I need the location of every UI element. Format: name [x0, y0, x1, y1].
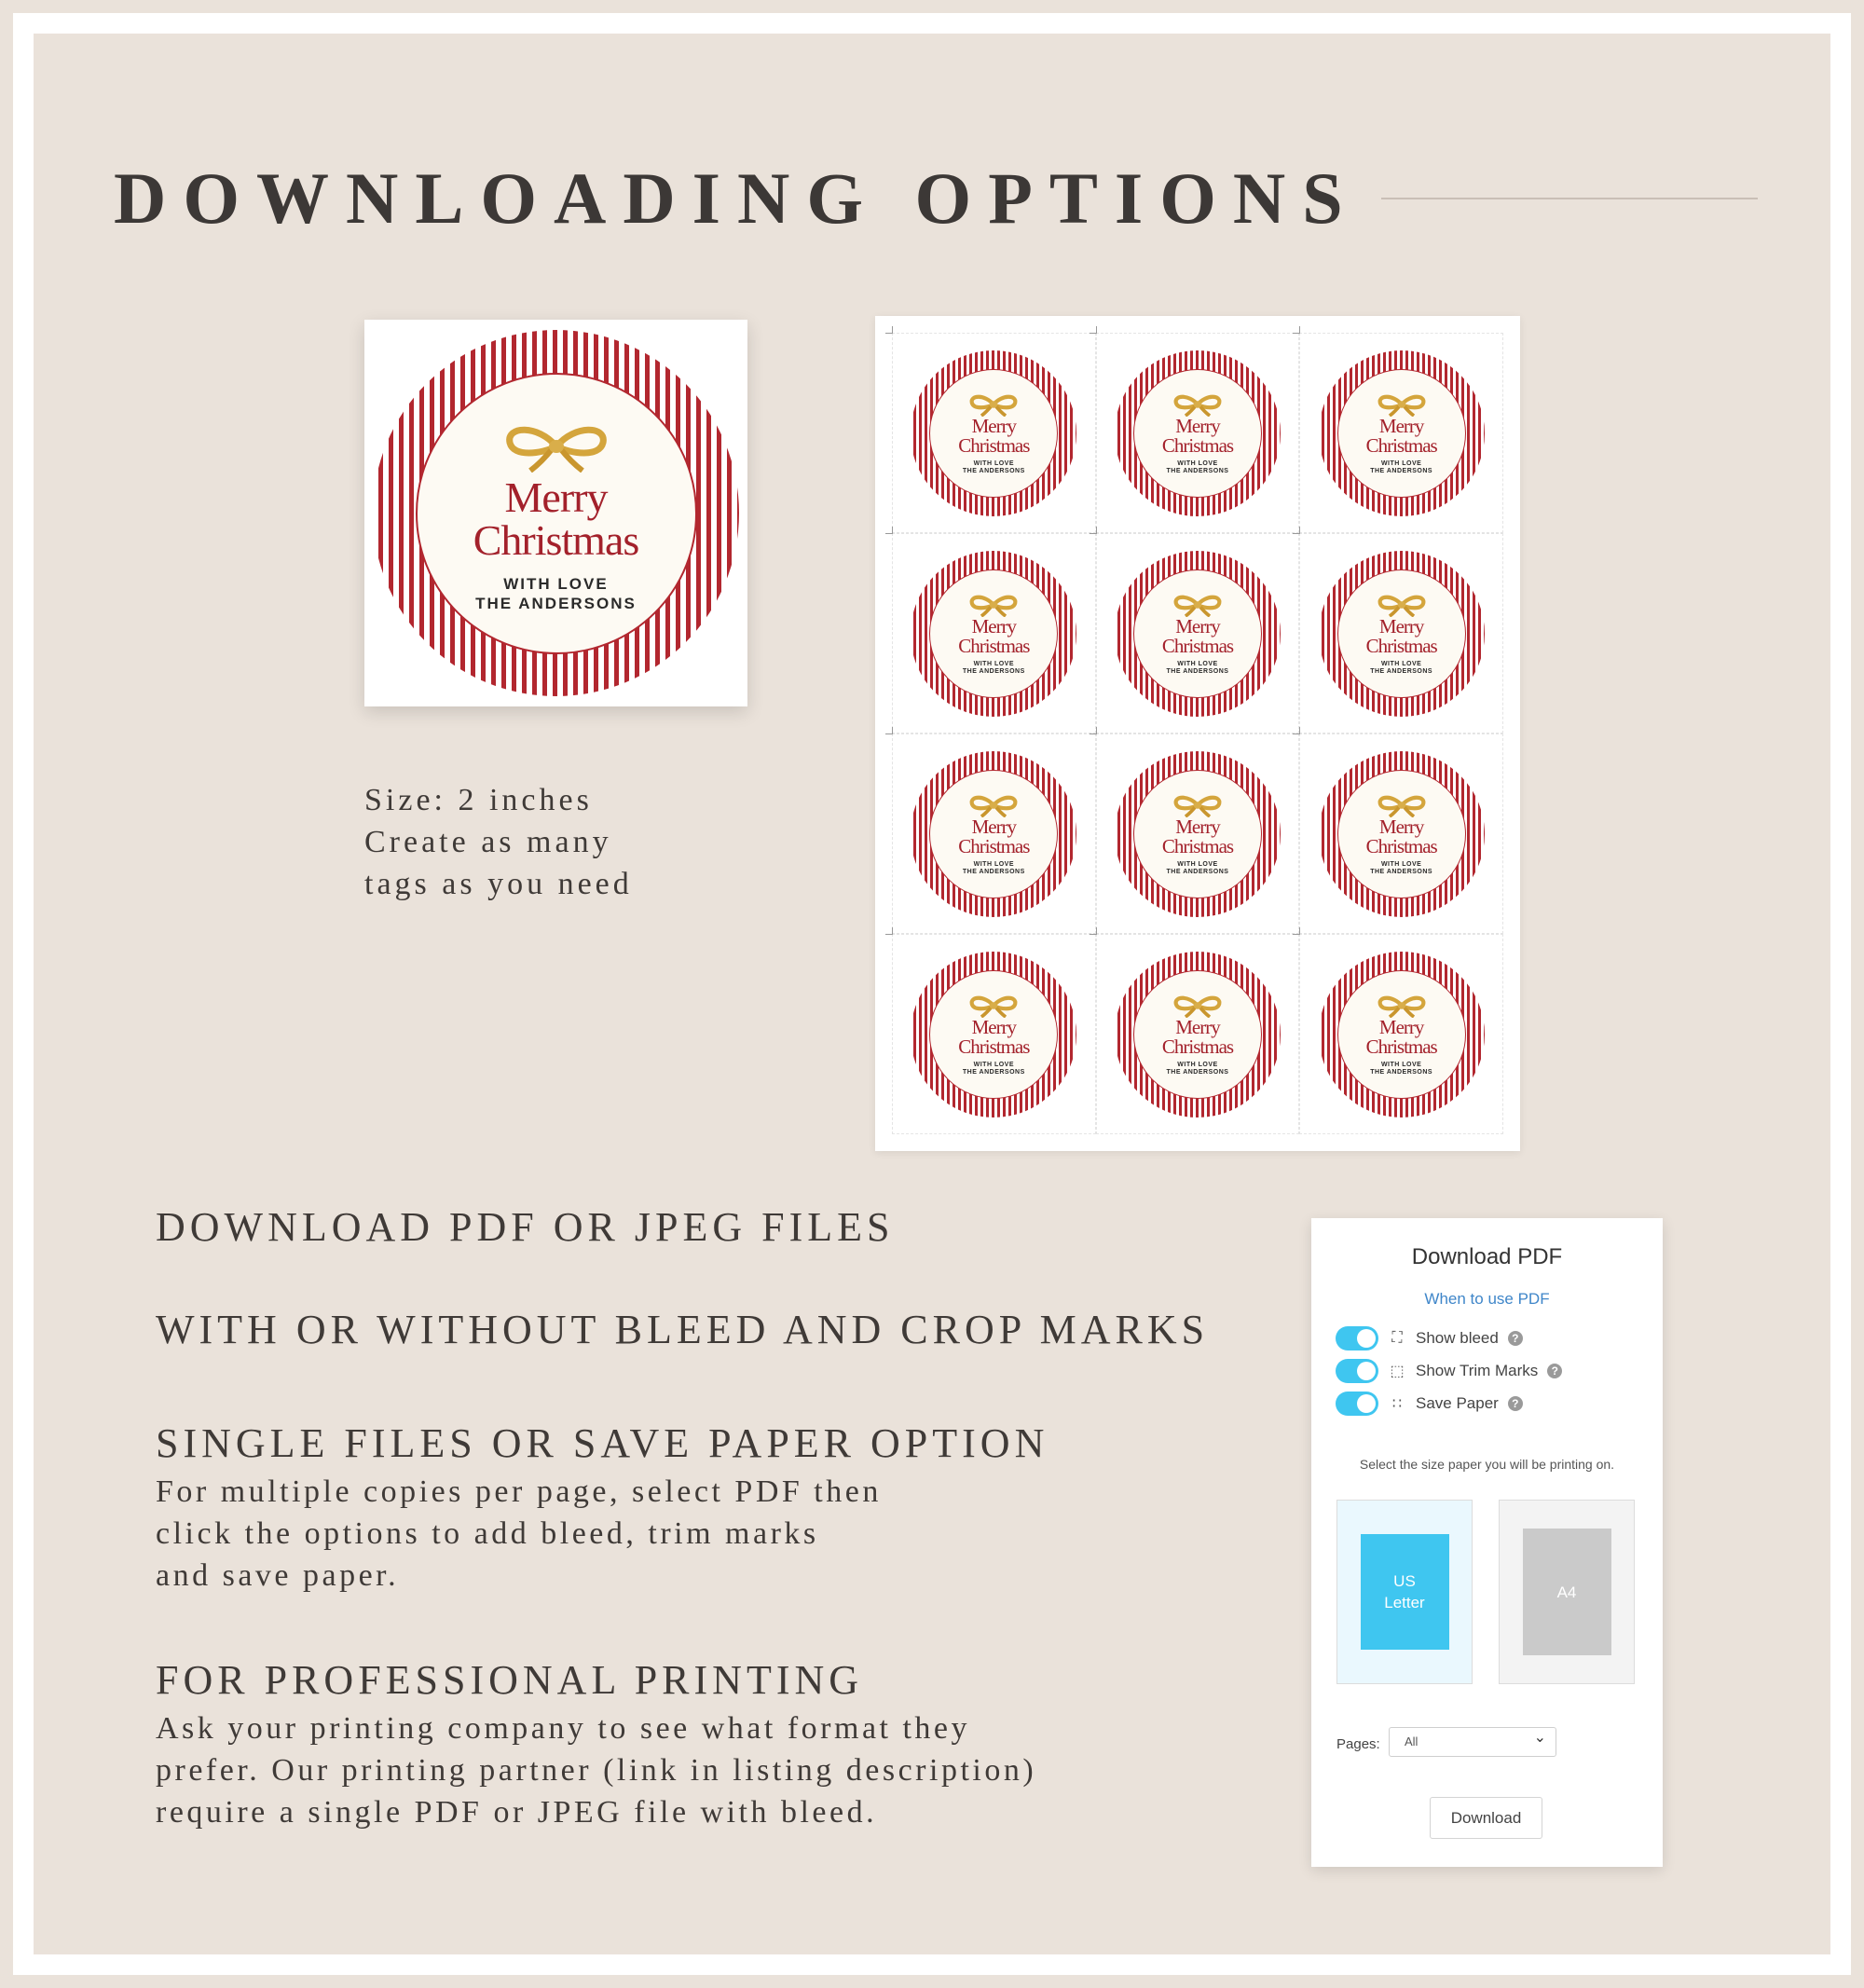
option-show-trim-marks: [1336, 1358, 1562, 1384]
tag-merry-text: Merry: [1175, 1015, 1220, 1038]
sheet-tag-cell: [892, 533, 1096, 734]
save-paper-toggle[interactable]: [1336, 1392, 1378, 1416]
tag-names-text: THE ANDERSONS: [962, 468, 1025, 474]
gold-bow-icon: [1172, 793, 1224, 817]
tag-with-love-text: WITH LOVE: [1380, 660, 1422, 667]
tag-christmas-text: Christmas: [1365, 1035, 1437, 1058]
tag-with-love-text: WITH LOVE: [1177, 1061, 1218, 1068]
download-heading-block: [156, 1204, 895, 1250]
tag-inner: [929, 369, 1058, 498]
tag-circle: [911, 350, 1076, 516]
pages-select-value: All: [1405, 1734, 1419, 1748]
gold-bow-icon: [967, 392, 1020, 417]
tag-christmas-text: Christmas: [958, 433, 1030, 457]
sheet-tag-cell: [892, 934, 1096, 1134]
single-description-line: click the options to add bleed, trim marks: [156, 1516, 819, 1551]
title-divider: [1381, 198, 1758, 199]
gold-bow-icon: [1172, 994, 1224, 1018]
tag-merry-text: Merry: [1378, 1015, 1424, 1038]
tag-christmas-text: Christmas: [1161, 834, 1234, 857]
tag-merry-text: Merry: [971, 1015, 1017, 1038]
download-heading: DOWNLOAD PDF OR JPEG FILES: [156, 1204, 895, 1250]
tag-christmas-text: Christmas: [473, 516, 639, 565]
tag-inner: [929, 770, 1058, 898]
tag-names-text: THE ANDERSONS: [1370, 1069, 1433, 1076]
gold-bow-icon: [1172, 392, 1224, 417]
pro-description-line: require a single PDF or JPEG file with bleed.: [156, 1795, 878, 1830]
tag-inner: [1133, 770, 1262, 898]
single-heading-block: [156, 1420, 1049, 1466]
tag-christmas-text: Christmas: [1161, 1035, 1234, 1058]
bleed-heading-block: [156, 1309, 1209, 1350]
show-bleed-label: Show bleed: [1416, 1329, 1499, 1347]
tag-with-love-text: WITH LOVE: [973, 459, 1015, 467]
expand-icon: ⛶: [1391, 1330, 1403, 1346]
pro-description-line: Ask your printing company to see what format they: [156, 1711, 971, 1746]
tag-names-text: THE ANDERSONS: [1166, 869, 1229, 875]
tag-names-text: THE ANDERSONS: [475, 594, 637, 612]
gold-bow-icon: [967, 793, 1020, 817]
collapse-icon: ⬚: [1390, 1364, 1405, 1379]
single-description-line: For multiple copies per page, select PDF then: [156, 1474, 882, 1509]
pro-heading: FOR PROFESSIONAL PRINTING: [156, 1657, 864, 1703]
show-trim-marks-label: Show Trim Marks: [1416, 1362, 1539, 1379]
tag-circle: [1319, 751, 1485, 917]
sheet-tag-cell: [1299, 333, 1503, 533]
tag-christmas-text: Christmas: [1365, 634, 1437, 657]
grid-icon: ∷: [1391, 1396, 1403, 1412]
gold-bow-icon: [1376, 994, 1428, 1018]
size-info-line: Size: 2 inches: [364, 783, 593, 817]
gold-bow-icon: [1376, 392, 1428, 417]
tag-merry-text: Merry: [971, 614, 1017, 638]
us-letter-label-line: Letter: [1384, 1594, 1425, 1611]
sheet-tag-cell: [1096, 934, 1300, 1134]
sheet-tag-cell: [892, 333, 1096, 533]
tag-merry-text: Merry: [1378, 614, 1424, 638]
sheet-tag-cell: [1096, 333, 1300, 533]
tag-with-love-text: WITH LOVE: [973, 660, 1015, 667]
tag-inner: [1133, 970, 1262, 1099]
tag-with-love-text: WITH LOVE: [1177, 860, 1218, 868]
sheet-tag-cell: [1299, 533, 1503, 734]
pro-description: [156, 1707, 1036, 1833]
paper-option-a4[interactable]: [1499, 1500, 1635, 1684]
option-show-bleed: [1336, 1325, 1523, 1351]
tag-inner: [1133, 569, 1262, 698]
show-bleed-toggle[interactable]: [1336, 1326, 1378, 1350]
tag-names-text: THE ANDERSONS: [1370, 869, 1433, 875]
a4-label: A4: [1556, 1583, 1577, 1601]
tag-christmas-text: Christmas: [1365, 433, 1437, 457]
help-icon[interactable]: ?: [1508, 1396, 1523, 1411]
tag-with-love-text: WITH LOVE: [973, 1061, 1015, 1068]
tag-inner: [1337, 770, 1466, 898]
tag-inner: [1133, 369, 1262, 498]
tag-christmas-text: Christmas: [958, 634, 1030, 657]
gold-bow-icon: [1172, 593, 1224, 617]
single-description-line: and save paper.: [156, 1558, 400, 1593]
tag-names-text: THE ANDERSONS: [1166, 1069, 1229, 1076]
gold-bow-icon: [967, 994, 1020, 1018]
tag-circle: [911, 551, 1076, 717]
tag-merry-text: Merry: [1175, 414, 1220, 437]
tag-inner: [929, 569, 1058, 698]
tag-christmas-text: Christmas: [958, 834, 1030, 857]
tag-merry-text: Merry: [971, 414, 1017, 437]
tag-circle: [1115, 350, 1281, 516]
tag-inner: [1337, 569, 1466, 698]
bleed-heading: WITH OR WITHOUT BLEED AND CROP MARKS: [156, 1307, 1210, 1352]
show-trim-marks-toggle[interactable]: [1336, 1359, 1378, 1383]
tag-circle: [1319, 551, 1485, 717]
tag-inner: [416, 373, 697, 654]
single-description: [156, 1471, 882, 1597]
size-info: [364, 779, 633, 905]
tag-sheet-grid: [892, 333, 1503, 1134]
us-letter-label-line: US: [1393, 1572, 1416, 1590]
tag-inner: [1337, 369, 1466, 498]
single-tag-preview: [364, 320, 747, 706]
tag-circle: [1115, 551, 1281, 717]
dialog-title: Download PDF: [1411, 1244, 1563, 1269]
sheet-tag-cell: [1096, 533, 1300, 734]
tag-merry-text: Merry: [1378, 414, 1424, 437]
tag-sheet-preview: [875, 316, 1520, 1151]
pro-heading-block: [156, 1657, 864, 1703]
gold-bow-icon: [1376, 593, 1428, 617]
tag-circle: [1115, 751, 1281, 917]
when-to-use-pdf-link[interactable]: When to use PDF: [1424, 1290, 1550, 1308]
save-paper-label: Save Paper: [1416, 1394, 1499, 1412]
tag-with-love-text: WITH LOVE: [973, 860, 1015, 868]
tag-merry-text: Merry: [504, 473, 608, 522]
tag-with-love-text: WITH LOVE: [1177, 660, 1218, 667]
tag-christmas-text: Christmas: [1365, 834, 1437, 857]
sheet-tag-cell: [1299, 734, 1503, 934]
gold-bow-icon: [500, 420, 612, 473]
tag-circle: [1319, 350, 1485, 516]
gold-bow-icon: [967, 593, 1020, 617]
tag-with-love-text: WITH LOVE: [1380, 1061, 1422, 1068]
page-title: DOWNLOADING OPTIONS: [114, 158, 1360, 239]
a4-sheet: [1523, 1529, 1611, 1655]
size-info-line: tags as you need: [364, 867, 633, 901]
download-button[interactable]: Download: [1430, 1797, 1542, 1839]
sheet-tag-cell: [892, 734, 1096, 934]
tag-merry-text: Merry: [1175, 614, 1220, 638]
tag-names-text: THE ANDERSONS: [1370, 668, 1433, 675]
tag-names-text: THE ANDERSONS: [1166, 668, 1229, 675]
tag-christmas-text: Christmas: [1161, 433, 1234, 457]
tag-circle: [911, 751, 1076, 917]
pro-description-line: prefer. Our printing partner (link in listing description): [156, 1753, 1037, 1788]
single-heading: SINGLE FILES OR SAVE PAPER OPTION: [156, 1420, 1049, 1466]
us-letter-sheet: [1361, 1534, 1449, 1650]
paper-size-hint: Select the size paper you will be printing on.: [1359, 1457, 1615, 1472]
tag-merry-text: Merry: [1175, 815, 1220, 838]
tag-christmas-text: Christmas: [958, 1035, 1030, 1058]
tag-names-text: THE ANDERSONS: [962, 869, 1025, 875]
size-info-line: Create as many: [364, 825, 612, 859]
tag-names-text: THE ANDERSONS: [1166, 468, 1229, 474]
tag-with-love-text: WITH LOVE: [1380, 459, 1422, 467]
tag-circle: [1319, 952, 1485, 1117]
paper-option-us-letter[interactable]: [1336, 1500, 1473, 1684]
sheet-tag-cell: [1096, 734, 1300, 934]
tag-names-text: THE ANDERSONS: [962, 668, 1025, 675]
download-pdf-dialog: [1311, 1218, 1663, 1867]
help-icon[interactable]: ?: [1547, 1364, 1562, 1378]
tag-circle: [911, 952, 1076, 1117]
help-icon[interactable]: ?: [1508, 1331, 1523, 1346]
tag-with-love-text: WITH LOVE: [1380, 860, 1422, 868]
pages-label: Pages:: [1336, 1736, 1380, 1752]
tag-christmas-text: Christmas: [1161, 634, 1234, 657]
tag-with-love-text: WITH LOVE: [503, 575, 609, 594]
tag-names-text: THE ANDERSONS: [1370, 468, 1433, 474]
pages-select[interactable]: [1389, 1727, 1556, 1757]
gold-bow-icon: [1376, 793, 1428, 817]
tag-with-love-text: WITH LOVE: [1177, 459, 1218, 467]
tag-merry-text: Merry: [1378, 815, 1424, 838]
option-save-paper: [1336, 1391, 1523, 1417]
sheet-tag-cell: [1299, 934, 1503, 1134]
tag-names-text: THE ANDERSONS: [962, 1069, 1025, 1076]
tag-inner: [1337, 970, 1466, 1099]
tag-inner: [929, 970, 1058, 1099]
tag-circle: [373, 330, 739, 696]
tag-circle: [1115, 952, 1281, 1117]
tag-merry-text: Merry: [971, 815, 1017, 838]
